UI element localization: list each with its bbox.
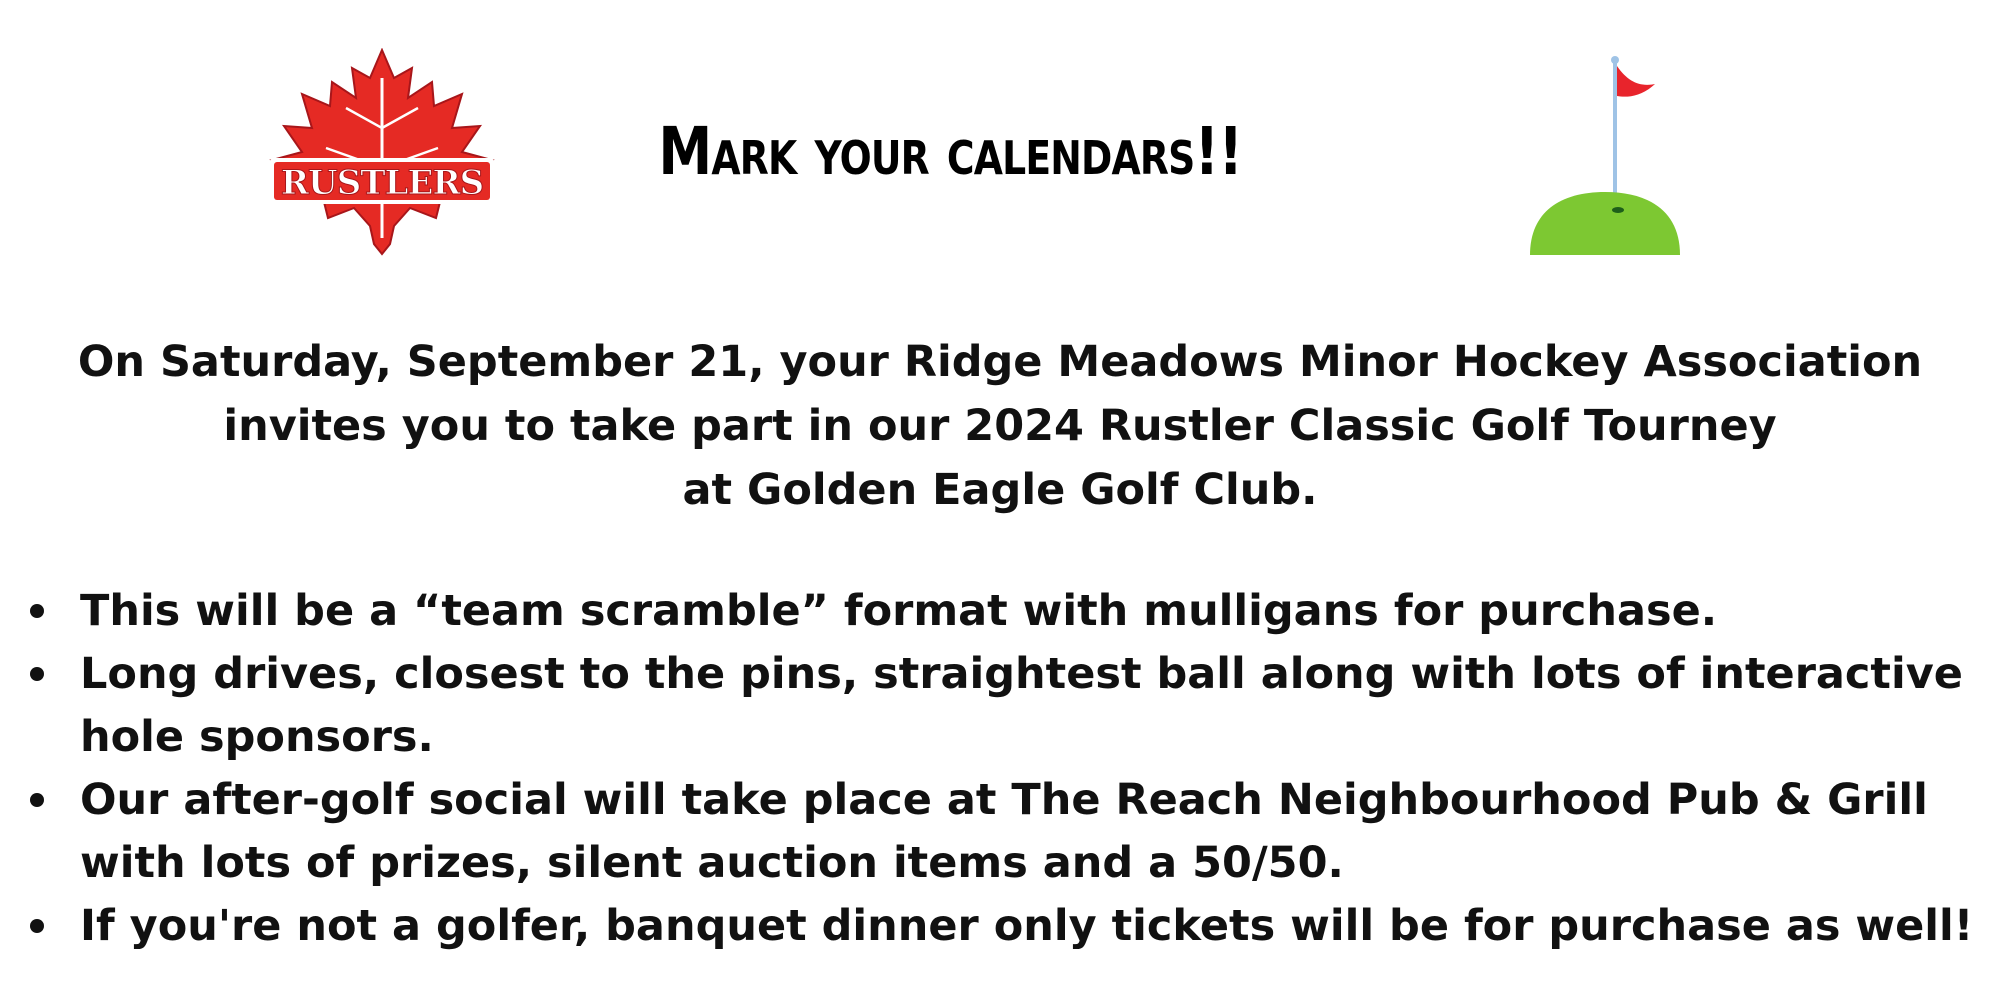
logo-text: RUSTLERS (280, 163, 484, 203)
bullet-icon (30, 604, 44, 618)
list-item (0, 769, 1990, 895)
rustlers-logo (266, 48, 498, 258)
page-title: Mark your calendars!! (658, 113, 1243, 190)
list-item-text: This will be a “team scramble” format with mulligans for purchase. (80, 586, 1718, 636)
list-item-text: Our after-golf social will take place at The Reach Neighbourhood Pub & Grill with lots of prizes, silent auction items and a 50/50. (80, 775, 1928, 888)
list-item (0, 643, 1990, 769)
bullet-icon (30, 793, 44, 807)
list-item (0, 895, 1990, 958)
list-item (0, 580, 1990, 643)
event-details-list (0, 580, 1990, 958)
list-item-text: If you're not a golfer, banquet dinner only tickets will be for purchase as well! (80, 901, 1974, 951)
intro-line: On Saturday, September 21, your Ridge Meadows Minor Hockey Association (77, 337, 1923, 387)
intro-line: invites you to take part in our 2024 Rustler Classic Golf Tourney (223, 401, 1777, 451)
bullet-icon (30, 667, 44, 681)
maple-leaf-icon (266, 48, 498, 258)
list-item-text: Long drives, closest to the pins, straightest ball along with lots of interactive hole sponsors. (80, 649, 1963, 762)
intro-paragraph (0, 330, 2000, 522)
golf-flag-icon (1520, 52, 1690, 257)
bullet-icon (30, 919, 44, 933)
intro-line: at Golden Eagle Golf Club. (682, 465, 1318, 515)
